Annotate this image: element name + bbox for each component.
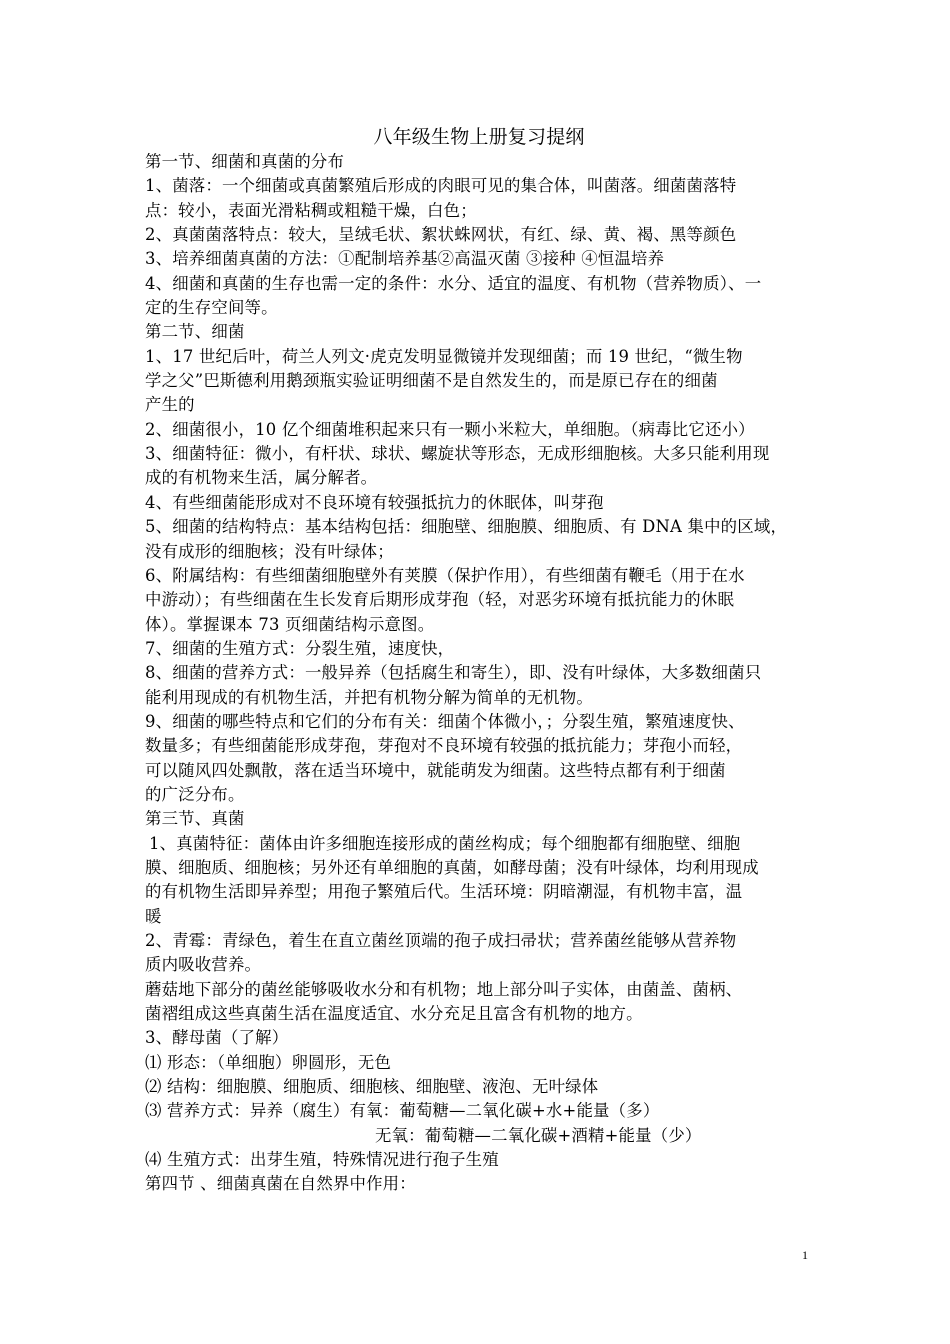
text-line: 定的生存空间等。 [145,298,278,318]
text-line: 无氧：葡萄糖—二氧化碳+酒精+能量（少） [375,1125,702,1145]
text-line: 1、17 世纪后叶，荷兰人列文·虎克发明显微镜并发现细菌；而 19 世纪，“微生物 [145,346,743,366]
text-line: 5、细菌的结构特点：基本结构包括：细胞壁、细胞膜、细胞质、有 DNA 集中的区域， [145,517,788,537]
text-line: 1、菌落：一个细菌或真菌繁殖后形成的肉眼可见的集合体，叫菌落。细菌菌落特 [145,176,737,196]
document-body [145,124,813,1197]
text-line: 4、细菌和真菌的生存也需一定的条件：水分、适宜的温度、有机物（营养物质）、一 [145,273,762,293]
text-line: 数量多；有些细菌能形成芽孢，芽孢对不良环境有较强的抵抗能力；芽孢小而轻， [145,736,743,756]
text-line: 9、细菌的哪些特点和它们的分布有关：细菌个体微小，；分裂生殖，繁殖速度快、 [145,711,745,731]
text-line: ⑴ 形态：（单细胞）卵圆形，无色 [145,1052,392,1072]
text-line: ⑵ 结构：细胞膜、细胞质、细胞核、细胞壁、液泡、无叶绿体 [145,1077,599,1097]
section-heading: 第三节、真菌 [145,809,245,829]
section-heading: 第二节、细菌 [145,322,245,342]
text-line: 蘑菇地下部分的菌丝能够吸收水分和有机物；地上部分叫子实体，由菌盖、菌柄、 [145,979,743,999]
text-line: 可以随风四处飘散，落在适当环境中，就能萌发为细菌。这些特点都有利于细菌 [145,760,726,780]
text-line: 中游动）；有些细菌在生长发育后期形成芽孢（轻，对恶劣环境有抵抗能力的休眠 [145,590,735,610]
text-line: 3、酵母菌（了解） [145,1028,289,1048]
text-line: 4、有些细菌能形成对不良环境有较强抵抗力的休眠体，叫芽孢 [145,492,604,512]
text-line: 1、真菌特征：菌体由许多细胞连接形成的菌丝构成；每个细胞都有细胞壁、细胞 [149,833,741,853]
text-line: 能利用现成的有机物生活，并把有机物分解为简单的无机物。 [145,687,593,707]
page-number: 1 [802,1248,808,1262]
text-line: 点：较小，表面光滑粘稠或粗糙干燥，白色； [145,200,477,220]
text-line: 2、真菌菌落特点：较大，呈绒毛状、絮状蛛网状，有红、绿、黄、褐、黑等颜色 [145,225,737,245]
text-line: 3、细菌特征：微小，有杆状、球状、螺旋状等形态，无成形细胞核。大多只能利用现 [145,444,770,464]
text-line: 膜、细胞质、细胞核；另外还有单细胞的真菌，如酵母菌；没有叶绿体，均利用现成 [145,857,759,877]
text-line: 8、细菌的营养方式：一般异养（包括腐生和寄生），即、没有叶绿体，大多数细菌只 [145,663,762,683]
text-line: 的广泛分布。 [145,784,245,804]
text-line: 2、青霉：青绿色，着生在直立菌丝顶端的孢子成扫帚状；营养菌丝能够从营养物 [145,931,737,950]
text-line: 暖 [145,906,162,926]
text-line: 6、附属结构：有些细菌细胞壁外有荚膜（保护作用），有些细菌有鞭毛（用于在水 [145,565,745,585]
text-line: 成的有机物来生活，属分解者。 [145,468,378,488]
text-line: 2、细菌很小，10 亿个细菌堆积起来只有一颗小米粒大，单细胞。（病毒比它还小） [145,419,755,439]
text-line: 的有机物生活即异养型；用孢子繁殖后代。生活环境：阴暗潮湿，有机物丰富，温 [145,882,743,902]
text-line: 菌褶组成这些真菌生活在温度适宜、水分充足且富含有机物的地方。 [145,1004,643,1024]
document-title: 八年级生物上册复习提纲 [373,126,585,148]
text-line: 7、细菌的生殖方式：分裂生殖，速度快， [145,638,455,658]
text-line: ⑷ 生殖方式：出芽生殖，特殊情况进行孢子生殖 [145,1150,499,1170]
text-line: 学之父”巴斯德利用鹅颈瓶实验证明细菌不是自然发生的，而是原已存在的细菌 [145,371,718,391]
text-line: 产生的 [145,395,195,415]
text-line: 没有成形的细胞核；没有叶绿体； [145,541,394,561]
section-heading: 第一节、细菌和真菌的分布 [145,152,345,171]
text-line: 体）。掌握课本 73 页细菌结构示意图。 [145,614,435,634]
text-line: 3、培养细菌真菌的方法：①配制培养基②高温灭菌 ③接种 ④恒温培养 [145,249,665,269]
text-line: ⑶ 营养方式：异养（腐生）有氧：葡萄糖—二氧化碳+水+能量（多） [145,1101,660,1121]
text-line: 质内吸收营养。 [145,955,262,975]
section-heading: 第四节 、细菌真菌在自然界中作用： [145,1174,416,1194]
